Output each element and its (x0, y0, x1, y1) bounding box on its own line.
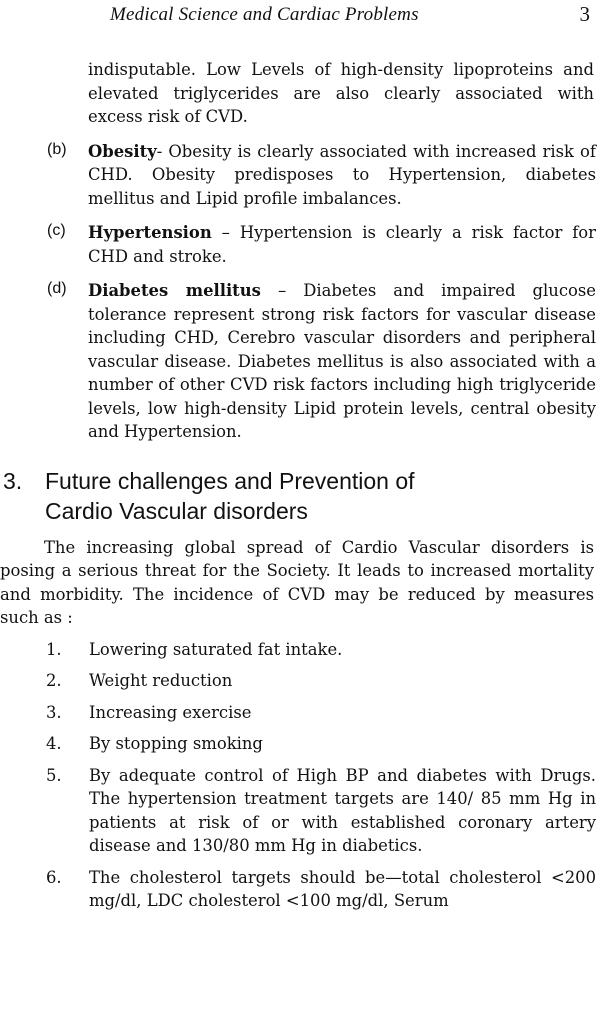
item-separator: – (211, 223, 240, 242)
item-label: (b) (47, 140, 67, 158)
measures-list (0, 638, 600, 913)
section-title: Future challenges and Prevention of Cardio Vascular disorders (45, 467, 415, 524)
list-item (0, 701, 600, 725)
item-text: Obesity is clearly associated with increased risk of CHD. Obesity predisposes to Hypertension, diabetes mellitus and Lipid profile imbalances. (88, 141, 596, 208)
item-text: Hypertension is clearly a risk factor for CHD and stroke. (88, 223, 596, 266)
risk-item-obesity (0, 140, 600, 211)
section-intro: The increasing global spread of Cardio Vascular disorders is posing a serious threat for the Society. It leads to increased mortality and morbidity. The incidence of CVD may be reduced by measures such as : (0, 537, 594, 627)
list-number: 3. (46, 702, 62, 722)
list-item (0, 764, 600, 858)
list-item (0, 732, 600, 756)
item-separator: - (156, 141, 169, 161)
item-separator: – (260, 281, 304, 300)
page-body (0, 58, 600, 913)
item-body (88, 221, 596, 268)
list-text: Increasing exercise (89, 702, 252, 722)
list-text: By stopping smoking (89, 734, 263, 753)
list-number: 5. (46, 765, 62, 785)
list-text: Weight reduction (89, 671, 233, 690)
risk-item-hypertension (0, 221, 600, 268)
list-text: The cholesterol targets should be—total cholesterol <200 mg/dl, LDC cholesterol <100 mg/dl, Serum (89, 867, 596, 910)
item-term: Obesity (88, 141, 157, 161)
page-header (0, 4, 600, 26)
section-heading (0, 466, 600, 526)
item-term: Diabetes mellitus (88, 281, 261, 300)
section-number: 3. (3, 467, 23, 494)
item-body (88, 279, 596, 444)
list-item (0, 638, 600, 662)
item-text: Diabetes and impaired glucose tolerance represent strong risk factors for vascular disease including CHD, Cerebro vascular disorders and peripheral vascular disease. Diabetes mellitus is also associated with a number of other CVD risk factors including high triglyceride levels, low high-density Lipid protein levels, central obesity and Hypertension. (88, 281, 596, 441)
list-text: By adequate control of High BP and diabetes with Drugs. The hypertension treatment targets are 140/ 85 mm Hg in patients at risk of or with established coronary artery disease and 130/80 mm Hg in diabetics. (89, 765, 596, 855)
risk-item-diabetes (0, 279, 600, 444)
list-item (0, 866, 600, 913)
list-item (0, 669, 600, 693)
list-number: 6. (46, 867, 62, 887)
running-title: Medical Science and Cardiac Problems (110, 4, 419, 25)
list-text: Lowering saturated fat intake. (89, 639, 343, 659)
page-number: 3 (579, 2, 590, 26)
item-term: Hypertension (88, 223, 212, 242)
list-number: 2. (46, 671, 62, 690)
item-label: (d) (47, 280, 67, 297)
list-number: 4. (46, 734, 62, 753)
list-number: 1. (46, 639, 62, 659)
item-label: (c) (47, 222, 66, 239)
continued-paragraph: indisputable. Low Levels of high-density lipoproteins and elevated triglycerides are also clearly associated with excess risk of CVD. (88, 60, 594, 126)
item-body (88, 140, 596, 211)
